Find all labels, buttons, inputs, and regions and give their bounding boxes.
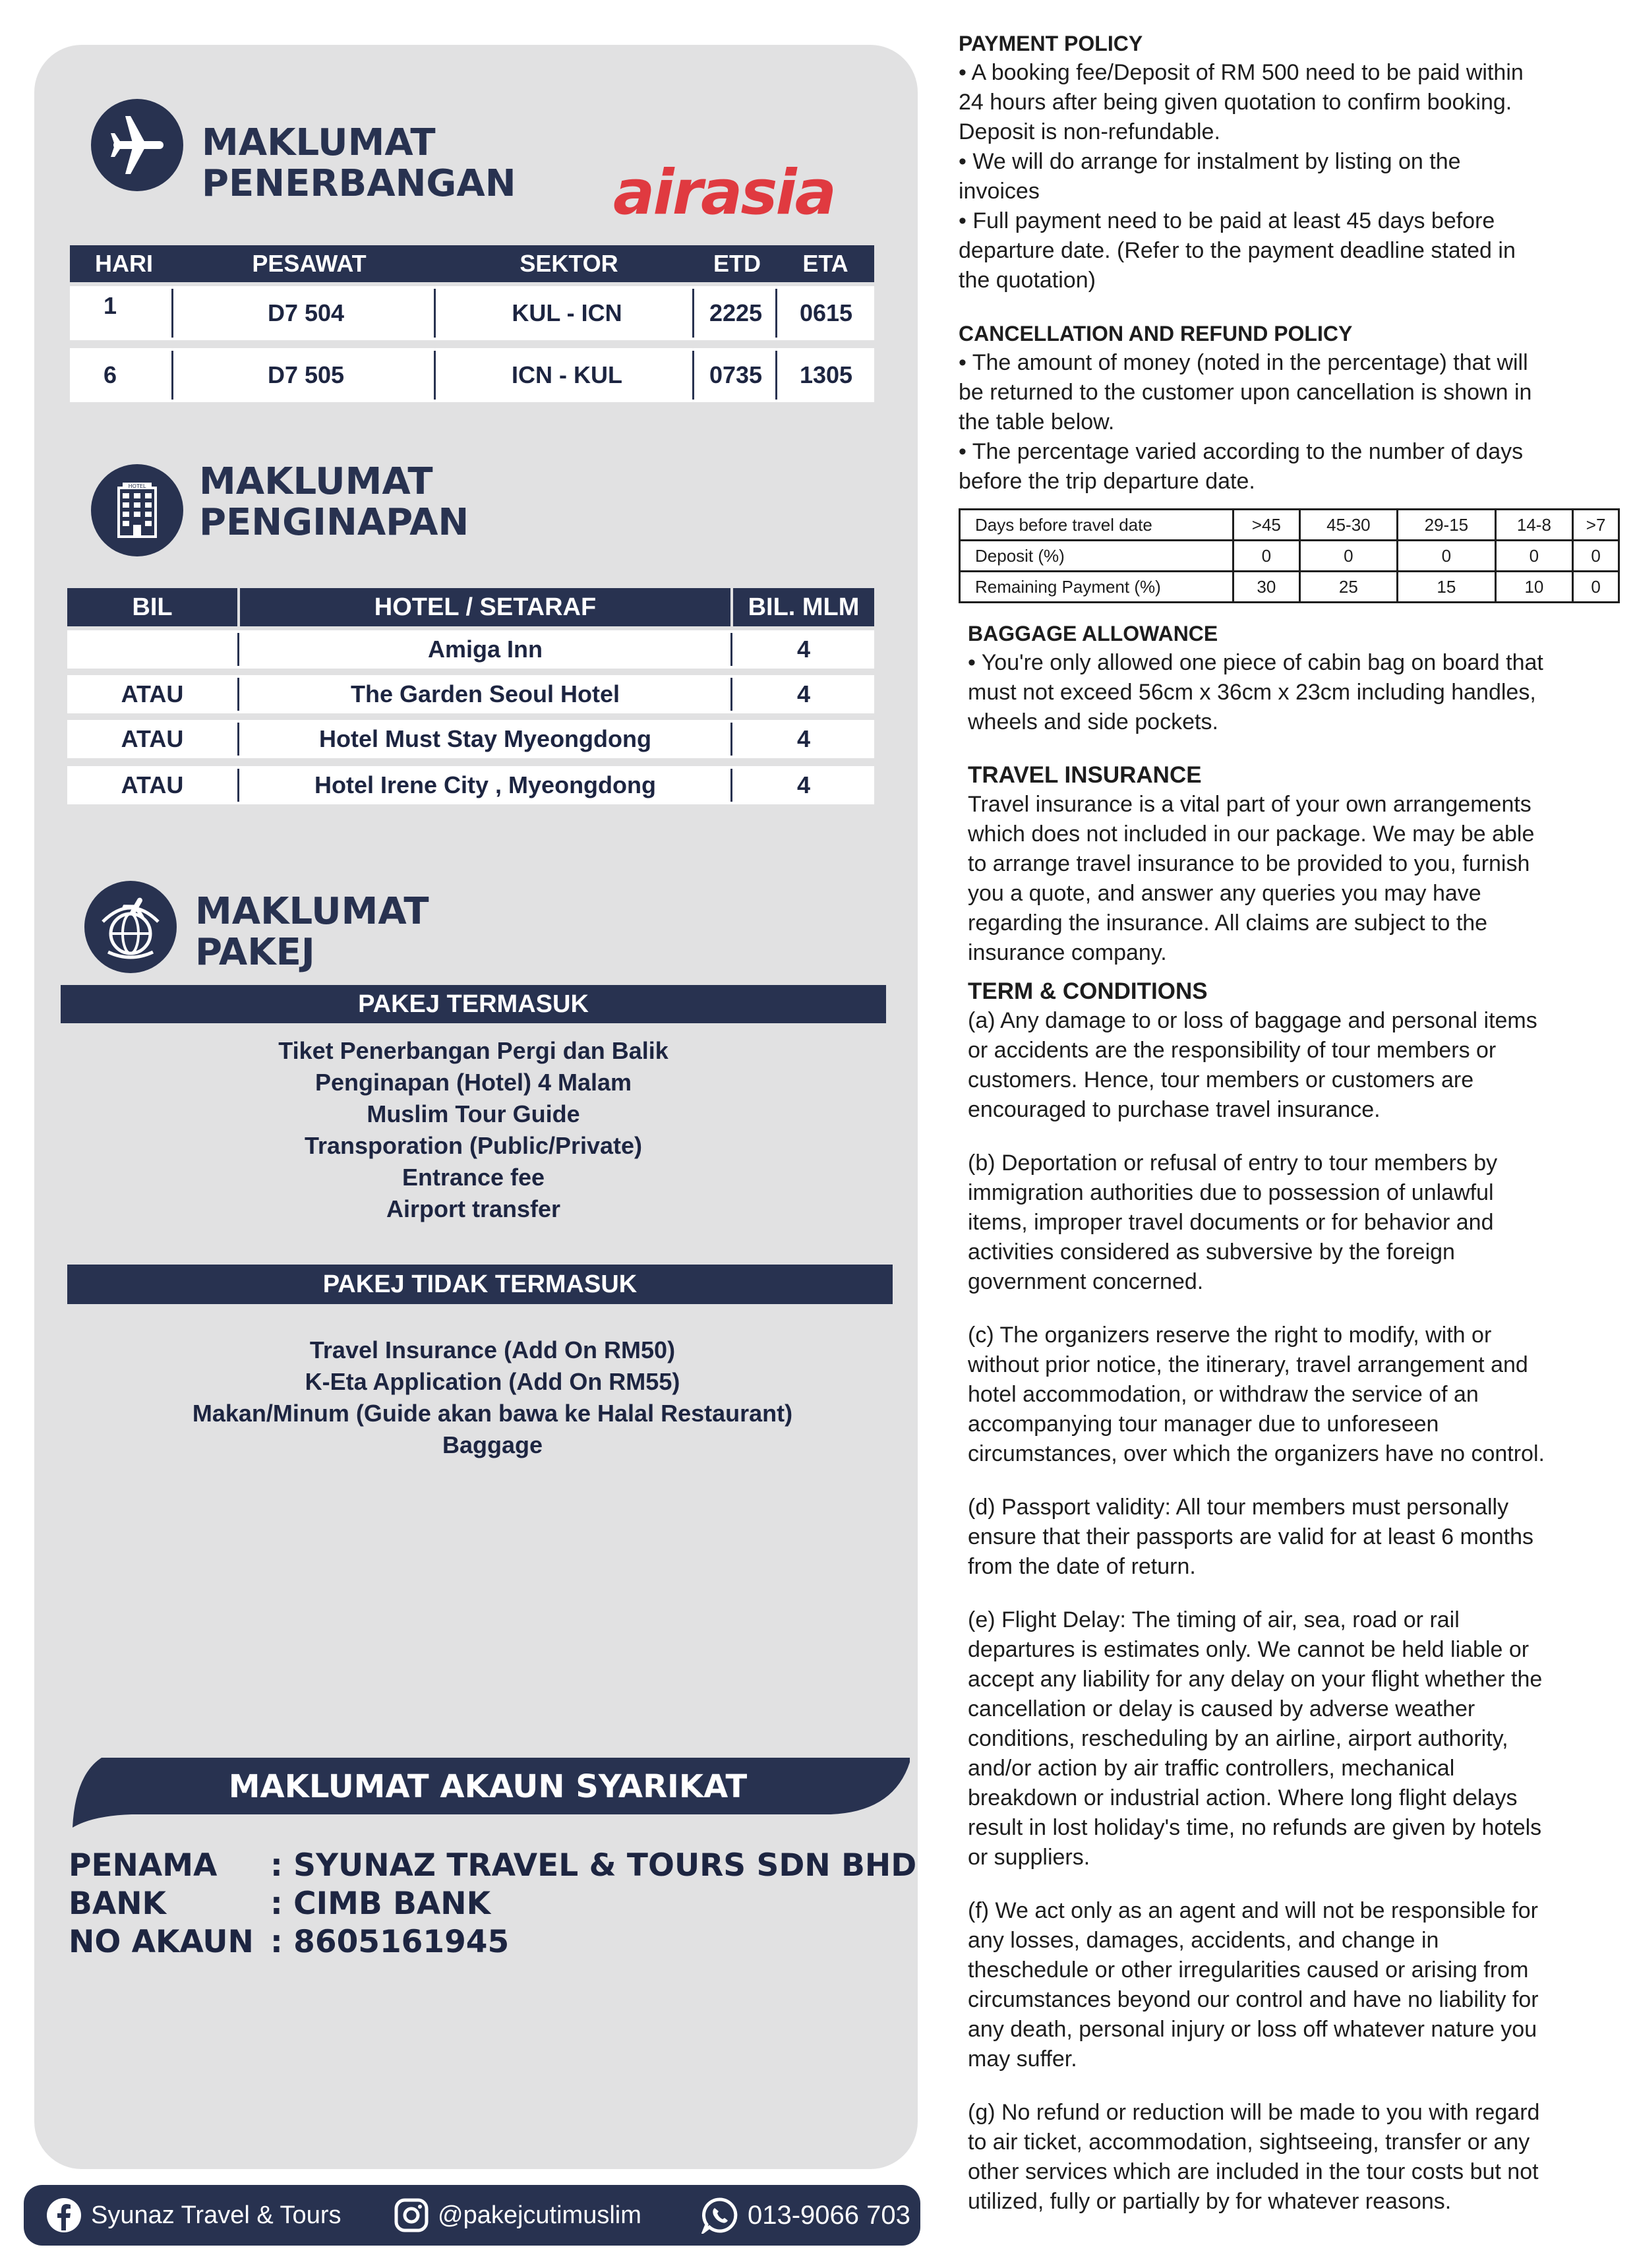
text-line: items, improper travel documents or for behavior and xyxy=(968,1210,1494,1235)
text-line: to air ticket, accommodation, sightseeing, transfer or any xyxy=(968,2130,1530,2155)
whatsapp-link[interactable] xyxy=(701,2185,910,2246)
account-number-row xyxy=(69,1924,509,1961)
flight-eta: 1305 xyxy=(799,361,853,388)
text-line: (e) Flight Delay: The timing of air, sea, road or rail xyxy=(968,1607,1460,1632)
header-sektor: SEKTOR xyxy=(520,250,618,277)
text-line: any death, personal injury or loss off whatever nature you xyxy=(968,2017,1537,2042)
payment-policy-text xyxy=(959,58,1618,295)
account-bank-label: BANK xyxy=(69,1886,166,1922)
text-line: circumstances beyond our control and have no liability for xyxy=(968,1987,1539,2012)
account-name-label: PENAMA xyxy=(69,1847,218,1884)
text-line: • A booking fee/Deposit of RM 500 need to be paid within xyxy=(959,60,1524,85)
text-line: immigration authorities due to possession of unlawful xyxy=(968,1180,1494,1205)
hotel-title-line1: MAKLUMAT xyxy=(199,460,433,503)
hotel-name: The Garden Seoul Hotel xyxy=(350,680,620,707)
text-line: (f) We act only as an agent and will not be responsible for xyxy=(968,1898,1538,1923)
text-line: without prior notice, the itinerary, travel arrangement and xyxy=(968,1352,1528,1377)
list-item: Travel Insurance (Add On RM50) xyxy=(309,1336,676,1363)
text-line: cancellation or delay is caused by adverse weather xyxy=(968,1696,1475,1721)
text-line: 24 hours after being given quotation to confirm booking. xyxy=(959,90,1512,115)
text-line: from the date of return. xyxy=(968,1554,1196,1579)
list-item: Makan/Minum (Guide akan bawa ke Halal Restaurant) xyxy=(192,1400,793,1427)
text-line: or suppliers. xyxy=(968,1845,1090,1870)
list-item: Baggage xyxy=(442,1431,543,1458)
term-f xyxy=(968,1896,1618,2074)
hotel-row xyxy=(67,766,874,804)
term-e xyxy=(968,1605,1618,1872)
payment-policy-heading: PAYMENT POLICY xyxy=(959,32,1143,55)
table-row xyxy=(960,541,1619,572)
flight-row xyxy=(70,286,874,340)
text-line: other services which are included in the tour costs but not xyxy=(968,2159,1539,2184)
text-line: utilized, fully or partially by for whatever reasons. xyxy=(968,2189,1452,2214)
text-line: government concerned. xyxy=(968,1269,1204,1294)
header-eta: ETA xyxy=(802,250,848,277)
instagram-link[interactable] xyxy=(394,2185,641,2246)
hotel-row xyxy=(67,630,874,669)
table-cell: 29-15 xyxy=(1398,510,1495,541)
flight-eta: 0615 xyxy=(799,299,853,326)
text-line: insurance company. xyxy=(968,940,1167,965)
hotel-bil: ATAU xyxy=(121,725,184,752)
cancellation-table xyxy=(959,508,1620,603)
text-line: (d) Passport validity: All tour members must personally xyxy=(968,1495,1509,1520)
table-cell: 30 xyxy=(1234,572,1300,603)
header-bil: BIL xyxy=(132,593,173,621)
term-b xyxy=(968,1149,1618,1297)
cancellation-policy-text xyxy=(959,348,1618,496)
text-line: activities considered as subversive by the foreign xyxy=(968,1239,1455,1265)
flight-plane: D7 505 xyxy=(267,361,345,388)
account-title: MAKLUMAT AKAUN SYARIKAT xyxy=(228,1768,748,1805)
term-c xyxy=(968,1321,1618,1469)
instagram-icon xyxy=(394,2198,429,2232)
hotel-bil: ATAU xyxy=(121,680,184,707)
flight-table-header xyxy=(70,245,874,282)
header-hari: HARI xyxy=(95,250,153,277)
account-number-label: NO AKAUN xyxy=(69,1924,254,1960)
list-item: Muslim Tour Guide xyxy=(367,1100,580,1127)
text-line: ensure that their passports are valid for at least 6 months xyxy=(968,1524,1534,1549)
hotel-nights: 4 xyxy=(796,636,811,663)
package-section-title xyxy=(195,891,429,973)
table-cell: 0 xyxy=(1573,541,1619,572)
header-etd: ETD xyxy=(713,250,761,277)
text-line: Deposit is non-refundable. xyxy=(959,119,1220,144)
table-cell: Remaining Payment (%) xyxy=(960,572,1234,603)
text-line: • We will do arrange for instalment by listing on the xyxy=(959,149,1461,174)
text-line: Travel insurance is a vital part of your own arrangements xyxy=(968,792,1531,817)
table-cell: >7 xyxy=(1573,510,1619,541)
flight-etd: 2225 xyxy=(709,299,763,326)
text-line: departures is estimates only. We cannot be held liable or xyxy=(968,1637,1530,1662)
hotel-name: Amiga Inn xyxy=(427,636,543,663)
package-title-line1: MAKLUMAT xyxy=(195,890,429,933)
text-line: regarding the insurance. All claims are subject to the xyxy=(968,910,1488,936)
text-line: • You're only allowed one piece of cabin bag on board that xyxy=(968,650,1543,675)
table-cell: 10 xyxy=(1495,572,1573,603)
package-title-line2: PAKEJ xyxy=(195,931,315,974)
text-line: departure date. (Refer to the payment deadline stated in xyxy=(959,238,1516,263)
text-line: conditions, rescheduling by an airline, airport authority, xyxy=(968,1726,1508,1751)
flight-day: 6 xyxy=(103,361,117,388)
airasia-logo: airasia xyxy=(613,157,835,229)
text-line: (a) Any damage to or loss of baggage and personal items xyxy=(968,1008,1537,1033)
account-name-value: : SYUNAZ TRAVEL & TOURS SDN BHD xyxy=(270,1847,917,1884)
header-hotel: HOTEL / SETARAF xyxy=(374,593,597,621)
table-cell: 45-30 xyxy=(1299,510,1397,541)
text-line: customers. Hence, tour members or customers are xyxy=(968,1067,1474,1092)
flight-row xyxy=(70,348,874,402)
account-bank-row xyxy=(69,1886,490,1923)
flight-sector: ICN - KUL xyxy=(512,361,622,388)
hotel-bil: ATAU xyxy=(121,771,184,798)
insurance-heading: TRAVEL INSURANCE xyxy=(968,762,1202,788)
table-cell: 15 xyxy=(1398,572,1495,603)
account-bank-value: : CIMB BANK xyxy=(270,1886,491,1922)
flight-day: 1 xyxy=(103,292,117,319)
hotel-name: Hotel Irene City , Myeongdong xyxy=(314,771,657,798)
flight-etd: 0735 xyxy=(709,361,763,388)
policy-column xyxy=(959,29,1618,2217)
header-pesawat: PESAWAT xyxy=(252,250,367,277)
hotel-table-header xyxy=(67,588,874,626)
text-line: (b) Deportation or refusal of entry to tour members by xyxy=(968,1150,1498,1176)
baggage-text xyxy=(968,648,1618,737)
list-item: Transporation (Public/Private) xyxy=(304,1132,643,1159)
baggage-heading: BAGGAGE ALLOWANCE xyxy=(968,622,1218,645)
term-d xyxy=(968,1493,1618,1582)
package-excluded-title: PAKEJ TIDAK TERMASUK xyxy=(67,1265,893,1304)
text-line: or accidents are the responsibility of tour members or xyxy=(968,1038,1497,1063)
flight-title-line1: MAKLUMAT xyxy=(202,121,436,164)
table-cell: 25 xyxy=(1299,572,1397,603)
package-excluded-list xyxy=(67,1334,918,1461)
text-line: you a quote, and answer any queries you may have xyxy=(968,881,1481,906)
text-line: • The amount of money (noted in the percentage) that will xyxy=(959,350,1528,375)
flight-title-line2: PENERBANGAN xyxy=(202,162,516,205)
text-line: the table below. xyxy=(959,409,1115,434)
list-item: Penginapan (Hotel) 4 Malam xyxy=(314,1069,632,1096)
facebook-link[interactable] xyxy=(46,2185,341,2246)
flight-section-title xyxy=(202,123,516,204)
table-cell: Days before travel date xyxy=(960,510,1234,541)
text-line: result in lost holiday's time, no refunds are given by hotels xyxy=(968,1815,1542,1840)
table-cell: Deposit (%) xyxy=(960,541,1234,572)
text-line: • The percentage varied according to the number of days xyxy=(959,439,1524,464)
hotel-bil xyxy=(67,630,237,669)
text-line: encouraged to purchase travel insurance. xyxy=(968,1097,1381,1122)
table-cell: 0 xyxy=(1398,541,1495,572)
hotel-nights: 4 xyxy=(796,725,811,752)
text-line: theschedule or other irregularities caused or arising from xyxy=(968,1957,1529,1983)
text-line: (c) The organizers reserve the right to modify, with or xyxy=(968,1323,1492,1348)
text-line: • Full payment need to be paid at least 45 days before xyxy=(959,208,1495,233)
list-item: Tiket Penerbangan Pergi dan Balik xyxy=(278,1037,669,1064)
terms-heading: TERM & CONDITIONS xyxy=(968,978,1208,1004)
text-line: breakdown or industrial action. Where long flight delays xyxy=(968,1785,1518,1810)
table-cell: 0 xyxy=(1299,541,1397,572)
table-row xyxy=(960,572,1619,603)
list-item: Airport transfer xyxy=(386,1195,561,1222)
flight-sector: KUL - ICN xyxy=(512,299,622,326)
list-item: Entrance fee xyxy=(401,1164,545,1191)
table-cell: 0 xyxy=(1234,541,1300,572)
text-line: circumstances, over which the organizers have no control. xyxy=(968,1441,1545,1466)
text-line: be returned to the customer upon cancellation is shown in xyxy=(959,380,1532,405)
text-line: must not exceed 56cm x 36cm x 23cm including handles, xyxy=(968,680,1536,705)
text-line: hotel accommodation, or withdraw the service of an xyxy=(968,1382,1479,1407)
hotel-nights: 4 xyxy=(796,771,811,798)
package-included-title: PAKEJ TERMASUK xyxy=(61,985,886,1023)
facebook-icon xyxy=(46,2197,82,2233)
svg-text:HOTEL: HOTEL xyxy=(128,483,146,489)
table-cell: >45 xyxy=(1234,510,1300,541)
whatsapp-icon xyxy=(701,2197,738,2234)
whatsapp-label: 013-9066 703 xyxy=(748,2200,910,2230)
flight-plane: D7 504 xyxy=(267,299,345,326)
text-line: (g) No refund or reduction will be made to you with regard xyxy=(968,2100,1540,2125)
term-g xyxy=(968,2098,1618,2217)
contact-footer xyxy=(24,2185,920,2246)
hotel-section-title xyxy=(199,462,469,543)
cancellation-policy-heading: CANCELLATION AND REFUND POLICY xyxy=(959,322,1353,345)
table-cell: 0 xyxy=(1495,541,1573,572)
text-line: wheels and side pockets. xyxy=(968,709,1218,734)
text-line: may suffer. xyxy=(968,2046,1077,2072)
airplane-icon xyxy=(91,99,183,191)
hotel-name: Hotel Must Stay Myeongdong xyxy=(319,725,651,752)
text-line: any losses, damages, accidents, and change in xyxy=(968,1928,1439,1953)
hotel-nights: 4 xyxy=(796,680,811,707)
text-line: accept any liability for any delay on your flight whether the xyxy=(968,1667,1543,1692)
text-line: to arrange travel insurance to be provided to you, furnish xyxy=(968,851,1530,876)
text-line: before the trip departure date. xyxy=(959,469,1255,494)
instagram-label: @pakejcutimuslim xyxy=(438,2201,641,2229)
text-line: invoices xyxy=(959,179,1040,204)
text-line: and/or action by air traffic controllers, mechanical xyxy=(968,1756,1455,1781)
text-line: which does not included in our package. We may be able xyxy=(968,821,1535,847)
header-nights: BIL. MLM xyxy=(748,593,860,621)
globe-plane-icon xyxy=(84,881,177,973)
insurance-text xyxy=(968,790,1618,968)
hotel-row xyxy=(67,720,874,758)
table-row xyxy=(960,510,1619,541)
account-number-value: : 8605161945 xyxy=(270,1924,510,1960)
hotel-icon xyxy=(91,464,183,556)
term-a xyxy=(968,1006,1618,1125)
text-line: accompanying tour manager due to unforeseen xyxy=(968,1412,1439,1437)
hotel-title-line2: PENGINAPAN xyxy=(199,501,469,544)
hotel-row xyxy=(67,675,874,713)
list-item: K-Eta Application (Add On RM55) xyxy=(305,1368,680,1395)
table-cell: 0 xyxy=(1573,572,1619,603)
account-name-row xyxy=(69,1847,916,1884)
text-line: the quotation) xyxy=(959,268,1096,293)
package-included-list xyxy=(61,1035,886,1225)
table-cell: 14-8 xyxy=(1495,510,1573,541)
facebook-label: Syunaz Travel & Tours xyxy=(91,2201,342,2229)
